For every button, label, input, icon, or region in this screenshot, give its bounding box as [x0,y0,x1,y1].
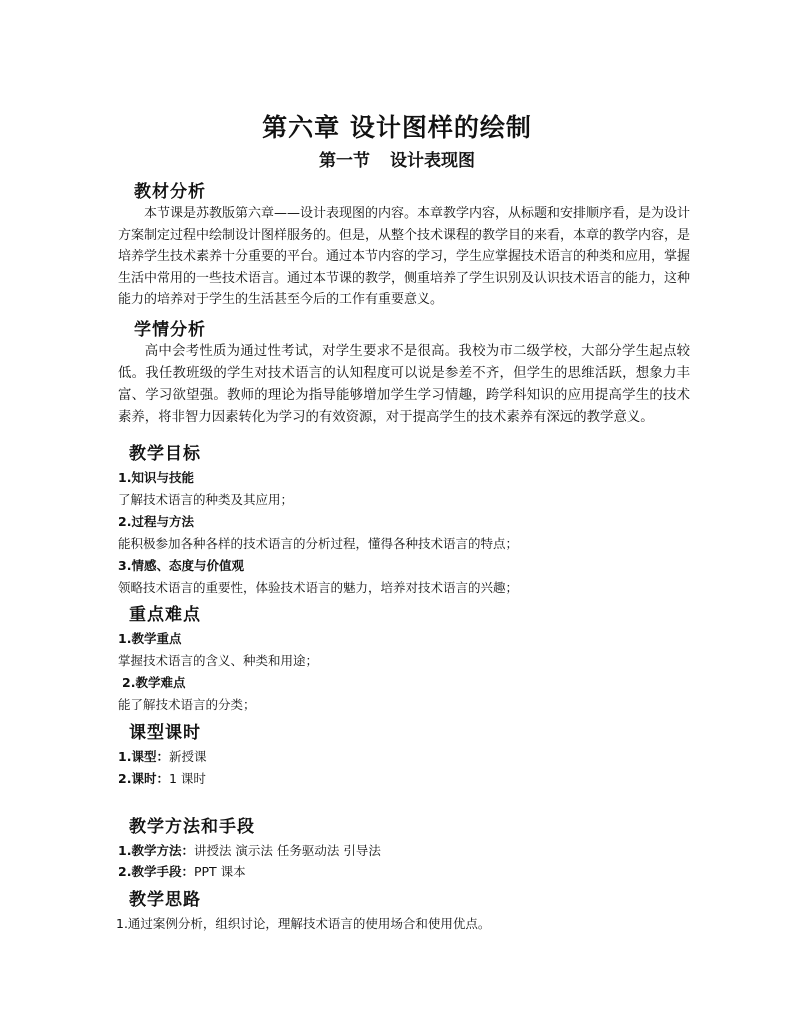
heading-methods: 教学方法和手段 [129,817,255,837]
goal-3-text: 领略技术语言的重要性，体验技术语言的魅力，培养对技术语言的兴趣； [118,580,519,595]
lesson-type-label: 1.课型： [118,749,169,764]
keypoint-1-text: 掌握技术语言的含义、种类和用途； [118,653,319,668]
students-paragraph: 高中会考性质为通过性考试，对学生要求不是很高。我校为市二级学校，大部分学生起点较低。我任教班级的学生对技术语言的认知程度可以说是参差不齐，但学生的思维活跃，想象力丰富、学习欲望强。教师的理论为指导能够增加学生学习情趣，跨学科知识的应用提高学生的技术素养，将非智力因素转化为学习的有效资源，对于提高学生的技术素养有深远的教学意义。 [118,344,690,425]
keypoint-2-text: 能了解技术语言的分类； [118,697,256,712]
methods-line [118,841,381,859]
lesson-type-line [118,747,206,765]
document-title: 第六章 设计图样的绘制 [262,113,532,142]
lesson-type-value: 新授课 [168,749,207,764]
means-label: 2.教学手段： [118,864,194,879]
goal-2-text: 能积极参加各种各样的技术语言的分析过程，懂得各种技术语言的特点； [118,536,519,551]
heading-students: 学情分析 [134,320,206,340]
methods-label: 1.教学方法： [118,843,194,858]
keypoint-2-title: 2.教学难点 [122,675,186,690]
heading-keypoints: 重点难点 [129,605,201,625]
lesson-hours-label: 2.课时： [118,771,169,786]
goal-2-title: 2.过程与方法 [118,514,194,529]
keypoint-1-title: 1.教学重点 [118,631,182,646]
lesson-hours-line [118,769,206,787]
methods-value: 讲授法 演示法 任务驱动法 引导法 [193,843,381,858]
heading-goals: 教学目标 [129,444,201,464]
goal-1-text: 了解技术语言的种类及其应用； [118,492,294,507]
goal-1-title: 1.知识与技能 [118,470,194,485]
lesson-hours-value: 1 课时 [168,771,206,786]
section-number: 第一节 [319,151,370,171]
section-name: 设计表现图 [390,151,475,171]
means-line [118,862,246,880]
heading-ideas: 教学思路 [129,890,201,910]
section-subtitle [0,146,794,171]
heading-analysis: 教材分析 [134,182,206,202]
means-value: PPT 课本 [193,864,246,879]
analysis-paragraph: 本节课是苏教版第六章——设计表现图的内容。本章教学内容，从标题和安排顺序看，是为设计方案制定过程中绘制设计图样服务的。但是，从整个技术课程的教学目的来看，本章的教学内容，是培养学生技术素养十分重要的平台。通过本节内容的学习，学生应掌握技术语言的种类和应用，掌握生活中常用的一些技术语言。通过本节课的教学，侧重培养了学生识别及认识技术语言的能力，这种能力的培养对于学生的生活甚至今后的工作有重要意义。 [118,206,691,307]
ideas-line-1: 1.通过案例分析，组织讨论，理解技术语言的使用场合和使用优点。 [116,916,491,931]
heading-lesson: 课型课时 [129,723,201,743]
goal-3-title: 3.情感、态度与价值观 [118,558,244,573]
